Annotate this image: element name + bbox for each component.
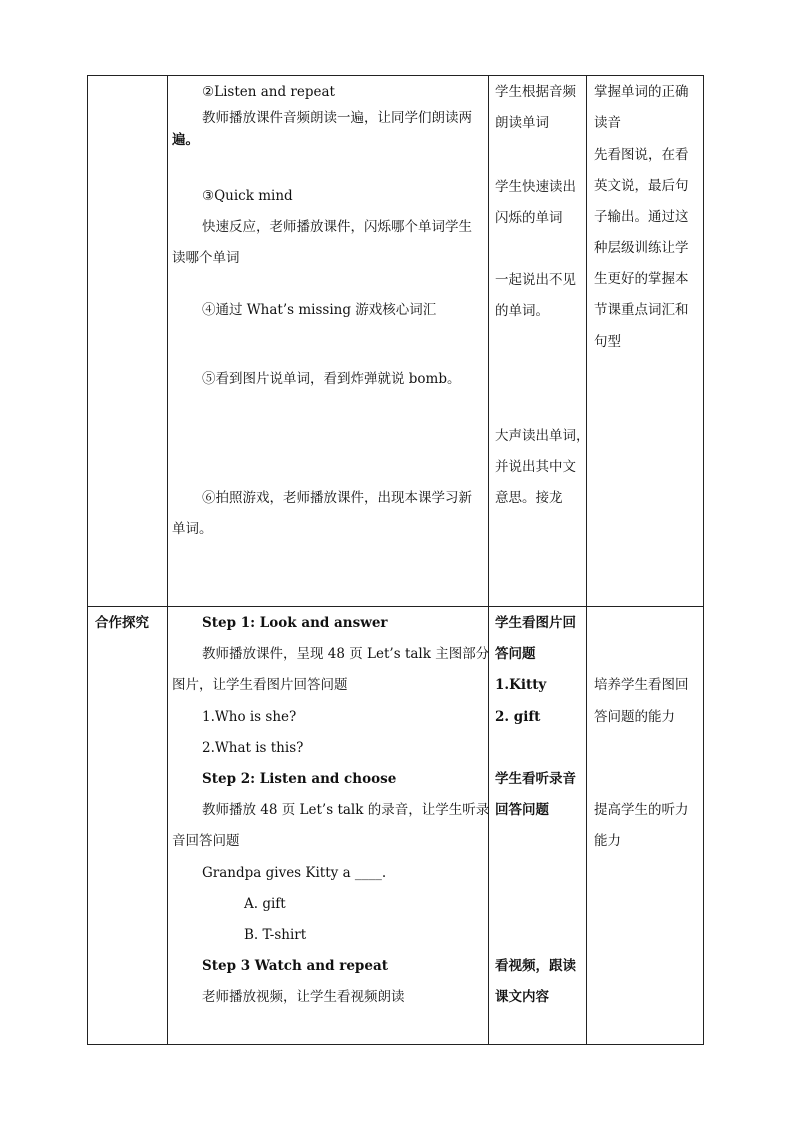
student-text: 学生看听录音 [495, 771, 576, 787]
purpose-text: 培养学生看图回 [594, 677, 689, 693]
activity-text: 教师播放 48 页 Let’s talk 的录音，让学生听录 [202, 802, 490, 818]
activity-text: 遍。 [172, 132, 199, 148]
student-cell [489, 76, 590, 607]
student-text: 一起说出不见 [495, 272, 576, 288]
purpose-text: 生更好的掌握本 [594, 271, 689, 287]
student-text: 学生看图片回 [495, 615, 576, 631]
activity-text: 1.Who is she? [202, 709, 297, 725]
student-text: 回答问题 [495, 802, 549, 818]
activity-title: Step 3 Watch and repeat [202, 958, 388, 974]
stage-cell [88, 607, 168, 1045]
stage-cell [88, 76, 168, 607]
student-text: 看视频，跟读 [495, 958, 576, 974]
table-row [88, 76, 704, 607]
activity-text: 图片，让学生看图片回答问题 [172, 677, 348, 693]
purpose-text: 提高学生的听力 [594, 802, 689, 818]
activity-text: 老师播放视频，让学生看视频朗读 [202, 989, 405, 1005]
purpose-text: 掌握单词的正确 [594, 84, 689, 100]
purpose-text: 节课重点词汇和 [594, 302, 689, 318]
activity-text: 2.What is this? [202, 740, 304, 756]
purpose-text: 子输出。通过这 [594, 209, 689, 225]
activity-cell [168, 76, 489, 607]
purpose-text: 读音 [594, 115, 621, 131]
stage-label: 合作探究 [95, 615, 149, 631]
activity-title: Step 2: Listen and choose [202, 771, 397, 787]
activity-text: 快速反应，老师播放课件，闪烁哪个单词学生 [202, 219, 472, 235]
student-text: 的单词。 [495, 303, 549, 319]
activity-text: 教师播放课件，呈现 48 页 Let’s talk 主图部分 [202, 646, 490, 662]
student-text: 学生根据音频 [495, 84, 576, 100]
student-text: 答问题 [495, 646, 536, 662]
student-text: 闪烁的单词 [495, 210, 563, 226]
purpose-text: 先看图说，在看 [594, 147, 689, 163]
activity-text: 教师播放课件音频朗读一遍，让同学们朗读两 [202, 110, 472, 126]
student-text: 学生快速读出 [495, 179, 576, 195]
activity-text: ⑤看到图片说单词，看到炸弹就说 bomb。 [202, 371, 461, 387]
purpose-cell [587, 607, 704, 1045]
student-text: 1.Kitty [495, 677, 547, 693]
table-row [88, 607, 704, 1045]
student-text: 意思。接龙 [495, 490, 563, 506]
purpose-text: 答问题的能力 [594, 709, 675, 725]
purpose-text: 句型 [594, 334, 621, 350]
purpose-cell [587, 76, 704, 607]
student-text: 朗读单词 [495, 115, 549, 131]
option-a: A. gift [244, 896, 286, 912]
activity-text: 读哪个单词 [172, 250, 240, 266]
purpose-text: 种层级训练让学 [594, 240, 689, 256]
activity-text: 单词。 [172, 521, 213, 537]
student-text: 课文内容 [495, 989, 549, 1005]
activity-cell [168, 607, 489, 1045]
student-cell [489, 607, 587, 1045]
activity-title: ②Listen and repeat [202, 84, 335, 100]
activity-text: Grandpa gives Kitty a ____. [202, 865, 387, 881]
student-text: 大声读出单词， [495, 428, 590, 444]
activity-title: Step 1: Look and answer [202, 615, 388, 631]
option-b: B. T-shirt [244, 927, 307, 943]
activity-title: ③Quick mind [202, 188, 293, 204]
activity-text: 音回答问题 [172, 833, 240, 849]
activity-text: ⑥拍照游戏，老师播放课件，出现本课学习新 [202, 490, 472, 506]
purpose-text: 能力 [594, 833, 621, 849]
student-text: 2. gift [495, 709, 541, 725]
student-text: 并说出其中文 [495, 459, 576, 475]
activity-text: ④通过 What’s missing 游戏核心词汇 [202, 302, 437, 318]
purpose-text: 英文说，最后句 [594, 178, 689, 194]
lesson-plan-table [87, 75, 704, 1045]
